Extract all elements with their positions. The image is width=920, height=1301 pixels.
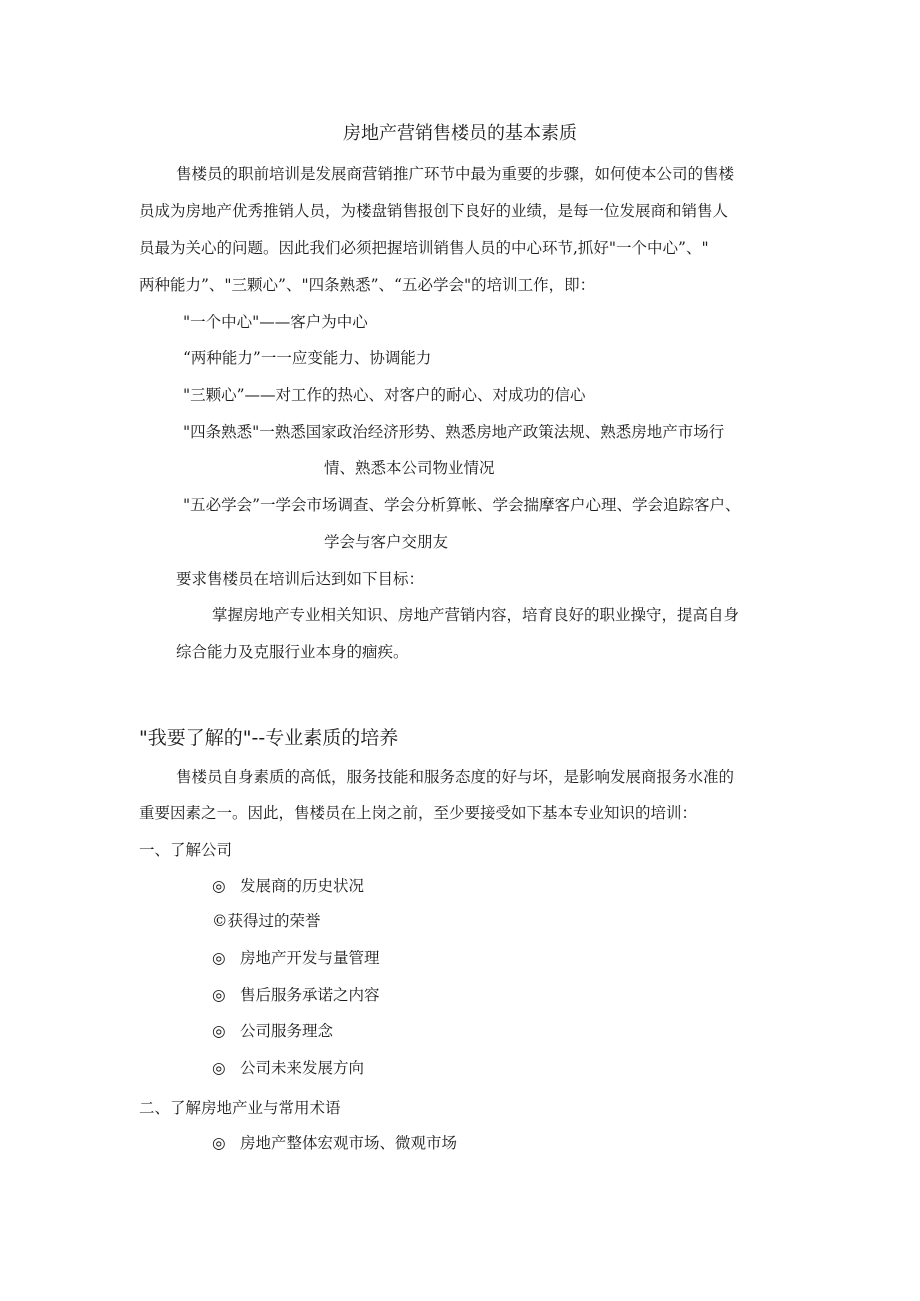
bullet-icon: ◎ [212, 1022, 226, 1040]
training-item: "四条熟悉"一熟悉国家政治经济形势、熟悉房地产政策法规、熟悉房地产市场行 [183, 423, 725, 441]
list-item [212, 911, 321, 931]
bullet-icon: ◎ [212, 1134, 226, 1152]
intro-line: 售楼员的职前培训是发展商营销推广环节中最为重要的步骤，如何使本公司的售楼 [176, 165, 735, 183]
list-item [212, 876, 364, 896]
section-title: "我要了解的"--专业素质的培养 [139, 727, 399, 749]
list-item-text: 售后服务承诺之内容 [240, 986, 380, 1004]
goal-line: 掌握房地产专业相关知识、房地产营销内容，培育良好的职业操守，提高自身 [212, 606, 740, 624]
list-item [212, 1133, 457, 1153]
training-item: “两种能力”一一应变能力、协调能力 [183, 349, 432, 367]
part1-heading: 一、了解公司 [139, 841, 233, 859]
training-item: "三颗心”——对工作的热心、对客户的耐心、对成功的信心 [183, 386, 586, 404]
document-title: 房地产营销售楼员的基本素质 [343, 123, 577, 144]
list-item [212, 1058, 364, 1078]
list-item-text: ©获得过的荣誉 [212, 912, 321, 930]
training-item-continuation: 情、熟悉本公司物业情况 [324, 459, 495, 477]
list-item-text: 发展商的历史状况 [240, 877, 365, 895]
training-item: "一个中心"——客户为中心 [183, 313, 368, 331]
intro-line: 员最为关心的问题。因此我们必须把握培训销售人员的中心环节,抓好"一个中心”、" [139, 239, 709, 257]
training-item: "五必学会”一学会市场调查、学会分析算帐、学会揣摩客户心理、学会追踪客户、 [183, 496, 741, 514]
list-item-text: 房地产开发与量管理 [240, 949, 380, 967]
list-item-text: 房地产整体宏观市场、微观市场 [240, 1134, 458, 1152]
list-item [212, 948, 380, 968]
list-item-text: 公司未来发展方向 [240, 1059, 365, 1077]
bullet-icon: ◎ [212, 986, 226, 1004]
bullet-icon: ◎ [212, 877, 226, 895]
list-item-text: 公司服务理念 [240, 1022, 334, 1040]
training-item-continuation: 学会与客户交朋友 [324, 533, 449, 551]
section-intro-line: 重要因素之一。因此，售楼员在上岗之前，至少要接受如下基本专业知识的培训： [139, 804, 698, 822]
bullet-icon: ◎ [212, 949, 226, 967]
section-intro-line: 售楼员自身素质的高低，服务技能和服务态度的好与坏，是影响发展商报务水准的 [176, 768, 735, 786]
goal-line: 综合能力及克服行业本身的痼疾。 [176, 643, 409, 661]
bullet-icon: ◎ [212, 1059, 226, 1077]
intro-line: 两种能力”、"三颗心”、"四条熟悉”、“五必学会"的培训工作，即： [139, 276, 596, 294]
intro-line: 员成为房地产优秀推销人员，为楼盘销售报创下良好的业绩，是每一位发展商和销售人 [139, 202, 729, 220]
list-item [212, 1021, 333, 1041]
part2-heading: 二、了解房地产业与常用术语 [139, 1099, 341, 1117]
goal-intro: 要求售楼员在培训后达到如下目标： [176, 570, 425, 588]
list-item [212, 985, 380, 1005]
